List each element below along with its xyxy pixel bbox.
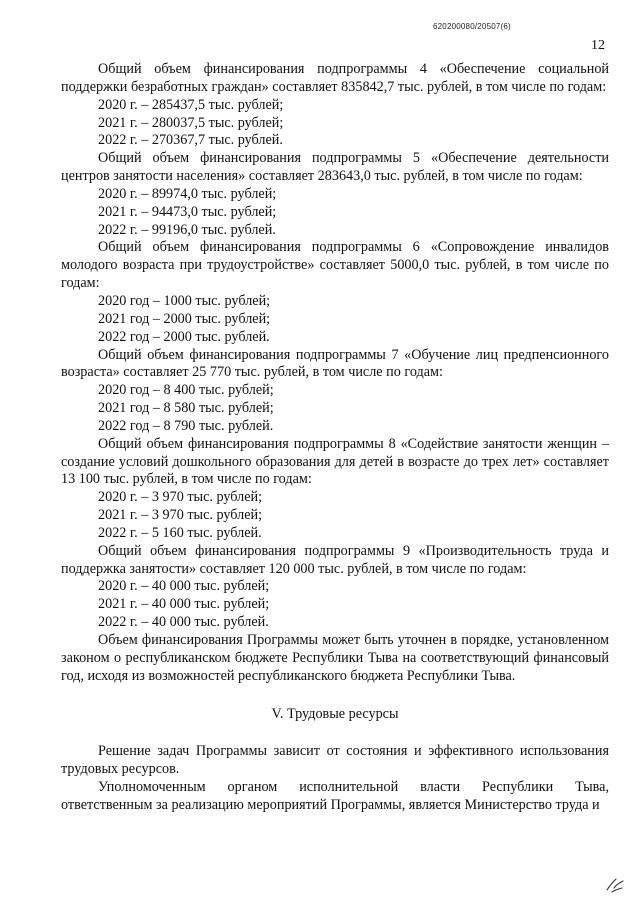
initials-mark-icon [604,873,626,895]
page-number: 12 [591,38,605,53]
program-funding-note: Объем финансирования Программы может быть уточнен в порядке, установленном законом о республиканском бюджете Республики Тыва на соответствующий финансовый год, исходя из возможностей республиканского бюджета Республики Тыва. [61,632,609,684]
subprogram-6-year-2021: 2021 год – 2000 тыс. рублей; [98,310,271,327]
subprogram-9-year-2020: 2020 г. – 40 000 тыс. рублей; [98,578,270,595]
section-paragraph-1: Решение задач Программы зависит от состояния и эффективного использования трудовых ресурсов. [61,743,609,778]
subprogram-9-intro: Общий объем финансирования подпрограммы 9 «Производительность труда и поддержка занятости» составляет 120 000 тыс. рублей, в том числе по годам: [61,542,609,577]
subprogram-6-intro: Общий объем финансирования подпрограммы 6 «Сопровождение инвалидов молодого возраста при трудоустройстве» составляет 5000,0 тыс. рублей, в том числе по годам: [61,239,609,292]
subprogram-4-year-2022: 2022 г. – 270367,7 тыс. рублей. [98,132,283,149]
subprogram-6-year-2020: 2020 год – 1000 тыс. рублей; [98,292,271,309]
section-paragraph-2: Уполномоченным органом исполнительной власти Республики Тыва, ответственным за реализацию мероприятий Программы, является Министерство труда и [61,779,609,813]
subprogram-8-year-2022: 2022 г. – 5 160 тыс. рублей. [98,524,262,541]
subprogram-9-year-2021: 2021 г. – 40 000 тыс. рублей; [98,596,270,613]
subprogram-5-year-2022: 2022 г. – 99196,0 тыс. рублей. [98,221,276,238]
subprogram-5-year-2020: 2020 г. – 89974,0 тыс. рублей; [98,185,277,202]
subprogram-8-intro: Общий объем финансирования подпрограммы 8 «Содействие занятости женщин – создание условий дошкольного образования для детей в возрасте до трех лет» составляет 13 100 тыс. рублей, в том числе по годам: [61,435,609,488]
subprogram-4-intro: Общий объем финансирования подпрограммы 4 «Обеспечение социальной поддержки безработных граждан» составляет 835842,7 тыс. рублей, в том числе по годам: [61,61,609,95]
subprogram-8-year-2020: 2020 г. – 3 970 тыс. рублей; [98,489,263,506]
subprogram-4-year-2020: 2020 г. – 285437,5 тыс. рублей; [98,96,284,113]
subprogram-8-year-2021: 2021 г. – 3 970 тыс. рублей; [98,507,263,524]
subprogram-7-year-2022: 2022 год – 8 790 тыс. рублей. [98,417,274,434]
subprogram-5-year-2021: 2021 г. – 94473,0 тыс. рублей; [98,203,277,220]
subprogram-9-year-2022: 2022 г. – 40 000 тыс. рублей. [98,614,269,631]
subprogram-5-intro: Общий объем финансирования подпрограммы 5 «Обеспечение деятельности центров занятости населения» составляет 283643,0 тыс. рублей, в том числе по годам: [61,150,609,185]
subprogram-6-year-2022: 2022 год – 2000 тыс. рублей. [98,328,270,345]
subprogram-7-year-2021: 2021 год – 8 580 тыс. рублей; [98,400,274,417]
document-body [61,61,609,815]
subprogram-4-year-2021: 2021 г. – 280037,5 тыс. рублей; [98,114,284,131]
subprogram-7-intro: Общий объем финансирования подпрограммы 7 «Обучение лиц предпенсионного возраста» составляет 25 770 тыс. рублей, в том числе по годам: [61,346,609,381]
document-code: 620200080/20507(6) [433,22,511,31]
subprogram-7-year-2020: 2020 год – 8 400 тыс. рублей; [98,382,274,399]
section-heading: V. Трудовые ресурсы [271,705,399,722]
